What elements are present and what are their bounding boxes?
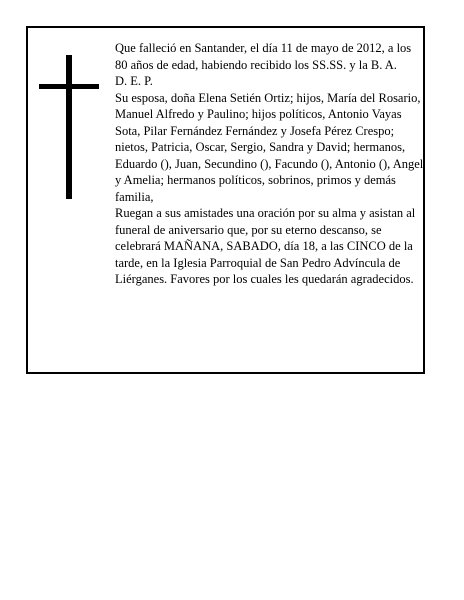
family-listing: Su esposa, doña Elena Setién Ortiz; hijos, María del Rosario, Manuel Alfredo y Paulino; hijos políticos, Antonio Vayas Sota, Pilar Fernández Fernández y Josefa Pérez Crespo; nietos, Patricia, Oscar, Sergio, Sandra y David; hermanos, Eduardo (), Juan, Secundino (), Facundo (), Antonio (), Angel y Amelia; hermanos políticos, sobrinos, primos y demás familia, xyxy=(115,90,424,204)
notice-body xyxy=(115,40,425,288)
death-announcement: Que falleció en Santander, el día 11 de mayo de 2012, a los 80 años de edad, habiendo recibido los SS.SS. y la B. A. xyxy=(115,41,412,72)
rip-abbreviation: D. E. P. xyxy=(115,74,153,88)
cross-vertical-bar xyxy=(66,55,72,199)
cross-horizontal-bar xyxy=(39,84,99,89)
obituary-notice xyxy=(26,26,425,374)
funeral-invitation: Ruegan a sus amistades una oración por su alma y asistan al funeral de aniversario que, por su eterno descanso, se celebrará MAÑANA, SABADO, día 18, a las CINCO de la tarde, en la Iglesia Parroquial de San Pedro Advíncula de Liérganes. Favores por los cuales les quedarán agradecidos. xyxy=(115,206,416,286)
cross-icon xyxy=(39,55,99,199)
